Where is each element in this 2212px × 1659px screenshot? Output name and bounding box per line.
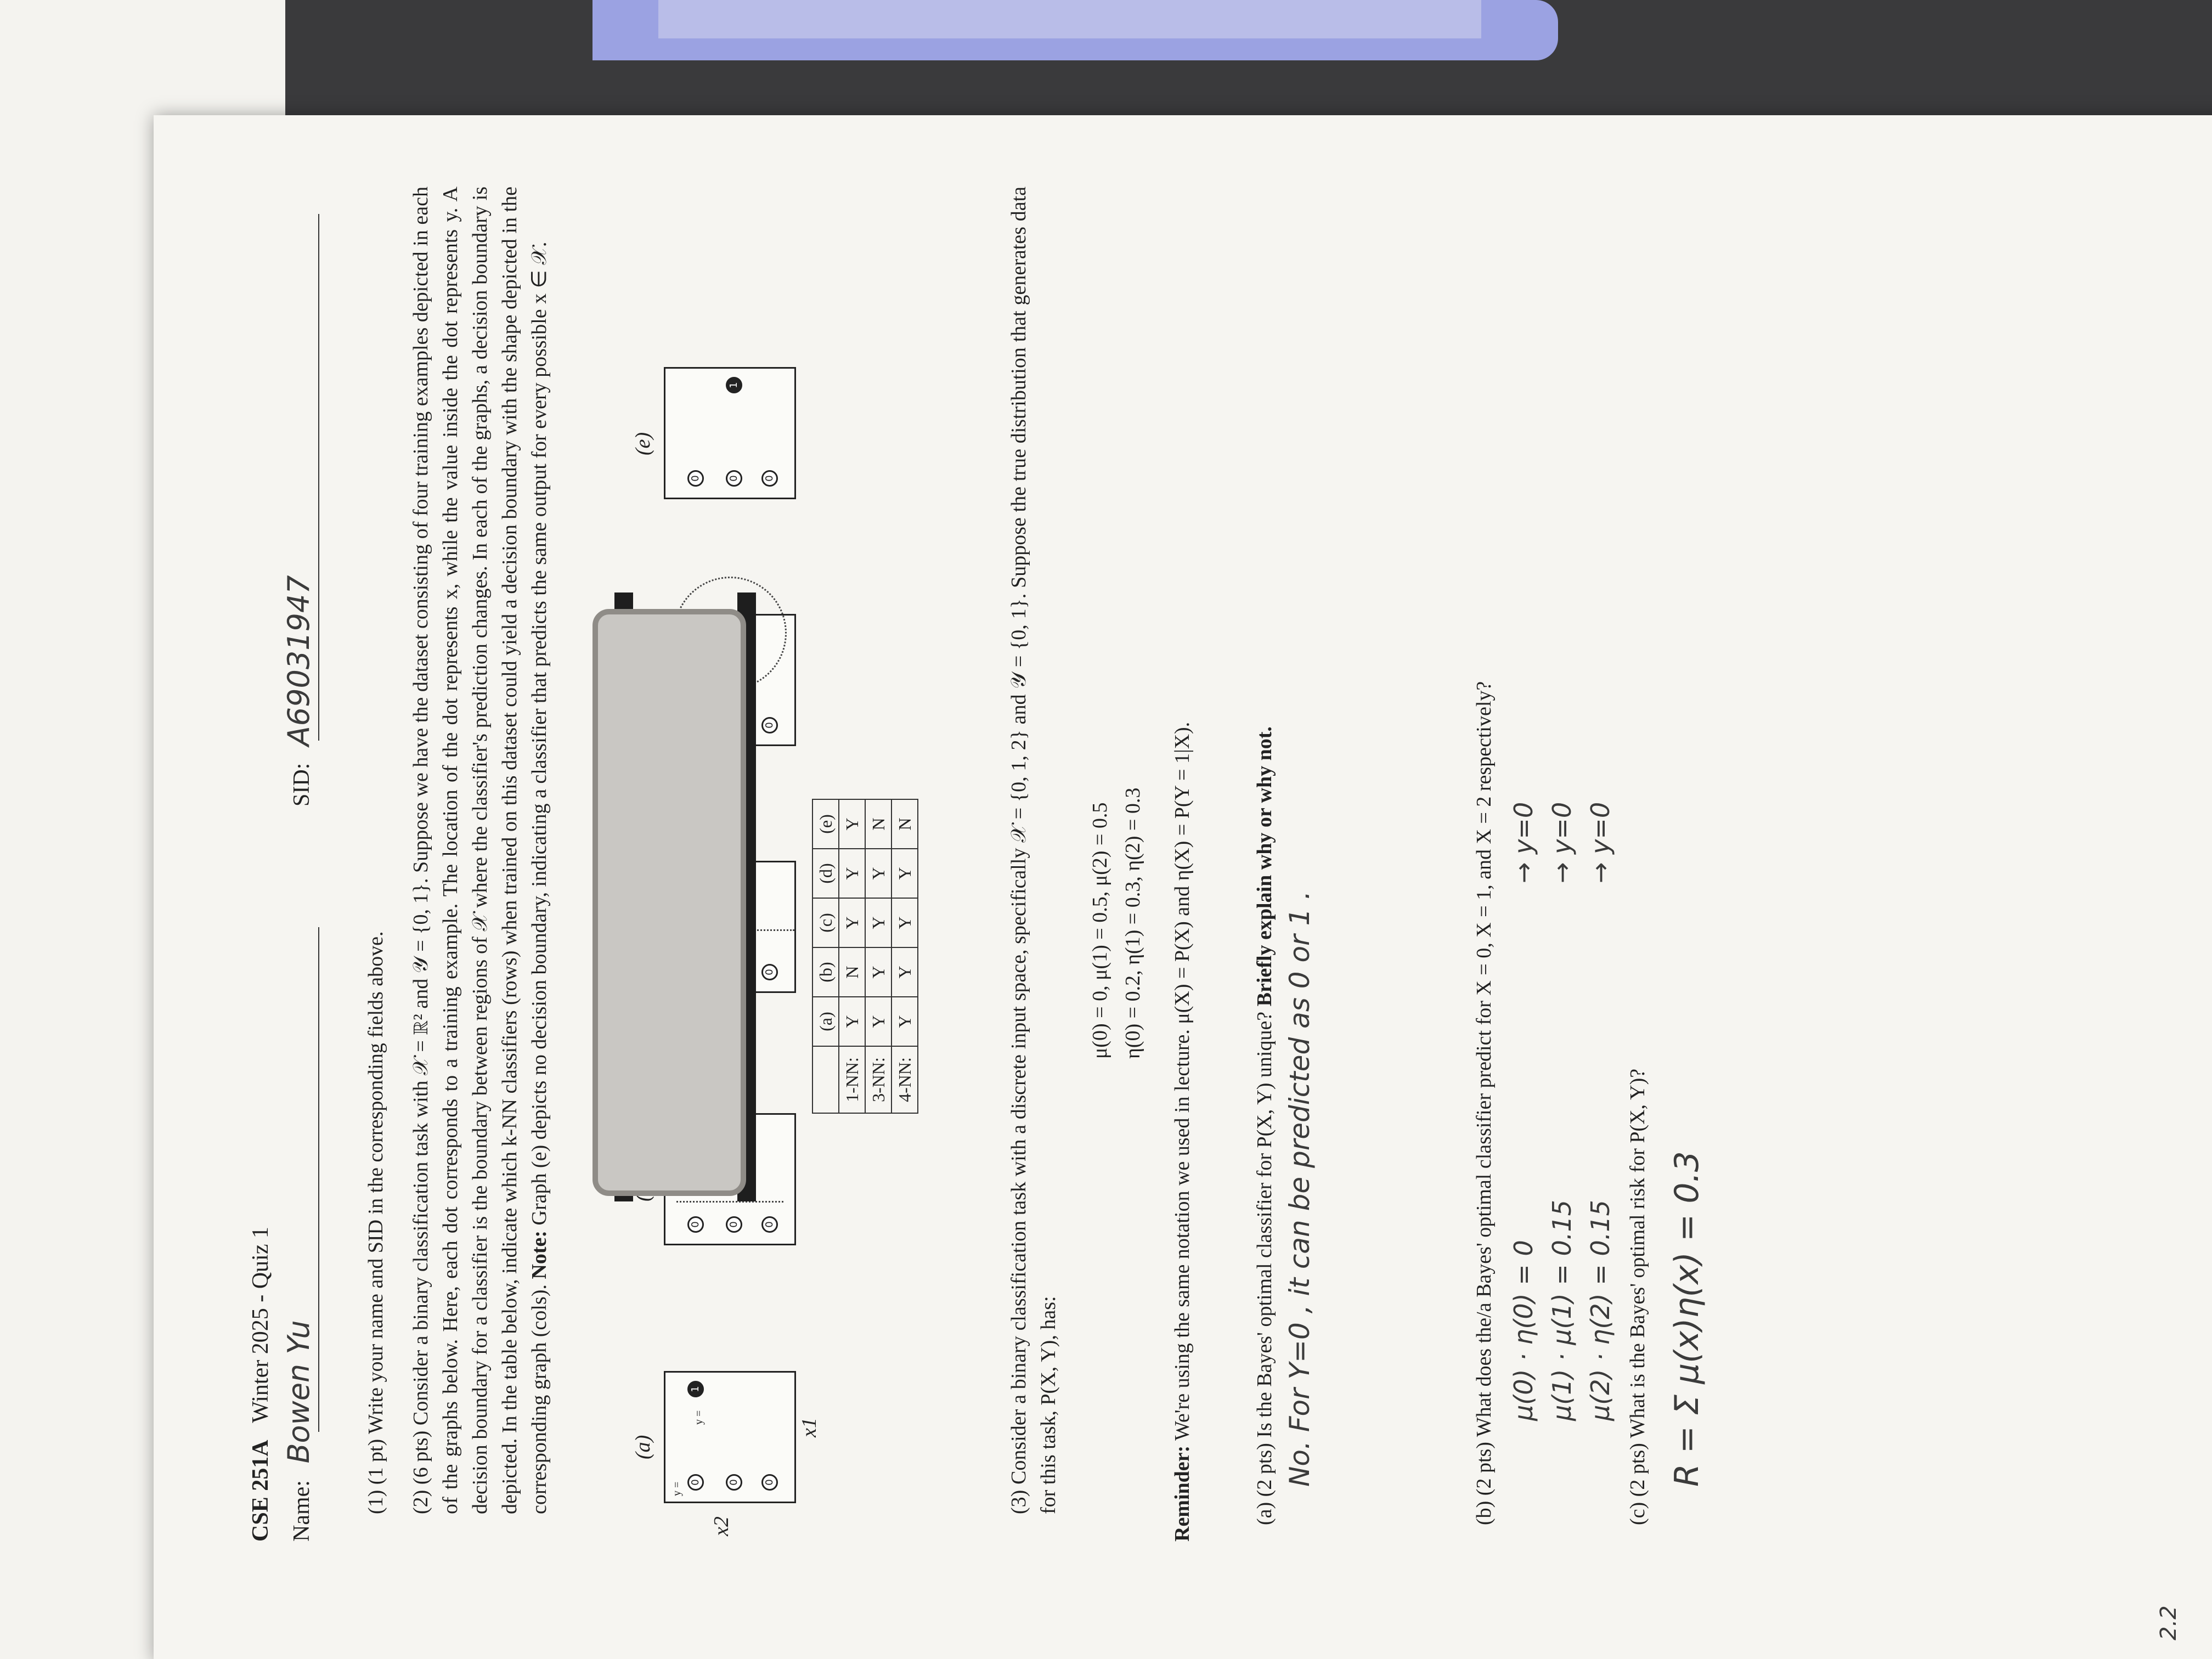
corner-note: 2.2 xyxy=(2156,1605,2181,1640)
data-dot xyxy=(761,1474,778,1491)
table-cell[interactable]: Y xyxy=(839,799,865,849)
dot-value: 0 xyxy=(728,475,740,482)
table-cell[interactable]: Y xyxy=(891,997,918,1046)
table-cell[interactable]: Y xyxy=(865,947,891,997)
graph-a-label: (a) xyxy=(631,1435,654,1459)
answer-3b-line-2: μ(1) · μ(1) = 0.15 xyxy=(1547,1200,1577,1421)
name-value: Bowen Yu xyxy=(281,1320,316,1464)
data-dot xyxy=(726,1216,742,1233)
table-corner xyxy=(812,1046,839,1113)
dot-value: 1 xyxy=(690,1386,701,1392)
data-dot xyxy=(687,470,704,487)
dot-value: 0 xyxy=(764,1479,775,1486)
table-cell[interactable]: Y xyxy=(839,997,865,1046)
answer-3a: No. For Y=0 , it can be predicted as 0 or 1 . xyxy=(1284,890,1316,1487)
table-column-header: (e) xyxy=(812,799,839,849)
question-2-intro xyxy=(406,187,554,1514)
graph-e xyxy=(664,367,796,499)
name-underline xyxy=(318,927,319,1432)
dot-value: 1 xyxy=(728,382,740,388)
clipboard-bar xyxy=(592,609,746,1196)
question-3c: (c) (2 pts) What is the Bayes' optimal risk for P(X, Y)? xyxy=(1626,1068,1649,1525)
answer-3b-result-3: → y=0 xyxy=(1585,802,1615,883)
sid-label: SID: xyxy=(289,763,314,806)
table-row xyxy=(839,799,865,1113)
name-field xyxy=(281,1320,316,1542)
dot-value: 0 xyxy=(690,1221,701,1228)
row-label-3nn: 3-NN: xyxy=(865,1046,891,1113)
answer-3b-result-2: → y=0 xyxy=(1547,802,1577,883)
name-label: Name: xyxy=(289,1480,314,1542)
course-title: CSE 251A xyxy=(248,1440,273,1542)
table-column-header: (c) xyxy=(812,898,839,947)
sid-field xyxy=(281,575,316,806)
course-header xyxy=(247,1227,274,1542)
data-dot xyxy=(761,470,778,487)
table-cell[interactable]: Y xyxy=(865,898,891,947)
dot-value: 0 xyxy=(690,1479,701,1486)
data-dot xyxy=(687,1381,704,1397)
table-cell[interactable]: Y xyxy=(891,898,918,947)
table-cell[interactable]: Y xyxy=(865,849,891,898)
mu-values: μ(0) = 0, μ(1) = 0.5, μ(2) = 0.5 xyxy=(1088,802,1111,1059)
sid-underline xyxy=(318,214,319,741)
y-equals-label: y = xyxy=(671,1481,683,1496)
dot-value: 0 xyxy=(764,475,775,482)
table-cell[interactable]: N xyxy=(891,799,918,849)
axis-x2-label: x2 xyxy=(710,1516,733,1536)
answer-3b-line-1: μ(0) · η(0) = 0 xyxy=(1509,1240,1538,1421)
table-column-header: (a) xyxy=(812,997,839,1046)
knn-table xyxy=(812,799,918,1114)
table-row xyxy=(891,799,918,1113)
table-cell[interactable]: Y xyxy=(865,997,891,1046)
eta-values: η(0) = 0.2, η(1) = 0.3, η(2) = 0.3 xyxy=(1121,787,1144,1059)
graph-e-label: (e) xyxy=(631,432,654,455)
question-3a-bold: Briefly explain why or why not. xyxy=(1253,726,1276,1007)
table-row xyxy=(865,799,891,1113)
row-label-1nn: 1-NN: xyxy=(839,1046,865,1113)
dot-value: 0 xyxy=(728,1221,740,1228)
data-dot xyxy=(726,1474,742,1491)
reminder-label: Reminder: xyxy=(1171,1445,1194,1542)
data-dot xyxy=(761,964,778,980)
sid-value: A69031947 xyxy=(281,575,316,747)
table-cell[interactable]: Y xyxy=(891,849,918,898)
quiz-page xyxy=(154,115,2212,1659)
question-3-intro: (3) Consider a binary classification task with a discrete input space, specifically 𝒳 = {0, 1, 2} and 𝒴 = {0, 1}. Suppose the true distribution that generates data for this task, P(X, Y), has: xyxy=(1007,187,1060,1514)
question-1: (1) (1 pt) Write your name and SID in the corresponding fields above. xyxy=(364,931,387,1514)
axis-x1-label: x1 xyxy=(798,1418,821,1437)
table-cell[interactable]: Y xyxy=(839,898,865,947)
table-header-row xyxy=(812,799,839,1113)
question-3b: (b) (2 pts) What does the/a Bayes' optimal classifier predict for X = 0, X = 1, and X = 2 respectively? xyxy=(1472,681,1496,1525)
pen-cap xyxy=(658,0,1481,38)
data-dot xyxy=(726,377,742,393)
answer-3b-line-3: μ(2) · η(2) = 0.15 xyxy=(1585,1200,1615,1421)
question-2-note-label: Note: xyxy=(528,1230,551,1279)
table-cell[interactable]: Y xyxy=(891,947,918,997)
table-cell[interactable]: Y xyxy=(839,849,865,898)
data-dot xyxy=(687,1474,704,1491)
question-2-text: (2) (6 pts) Consider a binary classification task with 𝒳 = ℝ² and 𝒴 = {0, 1}. Suppose we have the dataset consisting of four training examples depicted in each of the graphs below. Here, each dot corresponds to a training example. The location of the dot represents x, while the value inside the dot represents y. A decision boundary for a classifier is the boundary between regions of 𝒳 where the classifier's prediction changes. In each of the graphs, a decision boundary is depicted. In the table below, indicate which k-NN classifiers (rows) when trained on this dataset could yield a decision boundary with the shape depicted in the corresponding graph (cols). xyxy=(409,187,551,1514)
graph-a xyxy=(664,1371,796,1503)
dot-value: 0 xyxy=(764,1221,775,1228)
data-dot xyxy=(687,1216,704,1233)
y-equals-label: y = xyxy=(693,1410,705,1425)
dot-value: 0 xyxy=(764,722,775,729)
table-cell[interactable]: N xyxy=(839,947,865,997)
reminder xyxy=(1169,722,1196,1542)
data-dot xyxy=(761,1216,778,1233)
table-column-header: (d) xyxy=(812,849,839,898)
row-label-4nn: 4-NN: xyxy=(891,1046,918,1113)
quiz-term: Winter 2025 - Quiz 1 xyxy=(248,1227,273,1423)
answer-3c: R = Σ μ(x)η(x) = 0.3 xyxy=(1668,1151,1706,1487)
data-dot xyxy=(761,717,778,733)
table-column-header: (b) xyxy=(812,947,839,997)
answer-3b-result-1: → y=0 xyxy=(1509,802,1538,883)
question-2-note-text: Graph (e) depicts no decision boundary, indicating a classifier that predicts the same output for every possible x ∈ 𝒳. xyxy=(528,241,551,1226)
question-3a xyxy=(1251,726,1278,1525)
question-3a-text: (a) (2 pts) Is the Bayes' optimal classifier for P(X, Y) unique? xyxy=(1253,1011,1276,1525)
data-dot xyxy=(726,470,742,487)
dot-value: 0 xyxy=(764,969,775,975)
reminder-text: We're using the same notation we used in lecture. μ(X) = P(X) and η(X) = P(Y = 1|X). xyxy=(1171,721,1194,1441)
table-cell[interactable]: N xyxy=(865,799,891,849)
dot-value: 0 xyxy=(728,1479,740,1486)
dot-value: 0 xyxy=(690,475,701,482)
